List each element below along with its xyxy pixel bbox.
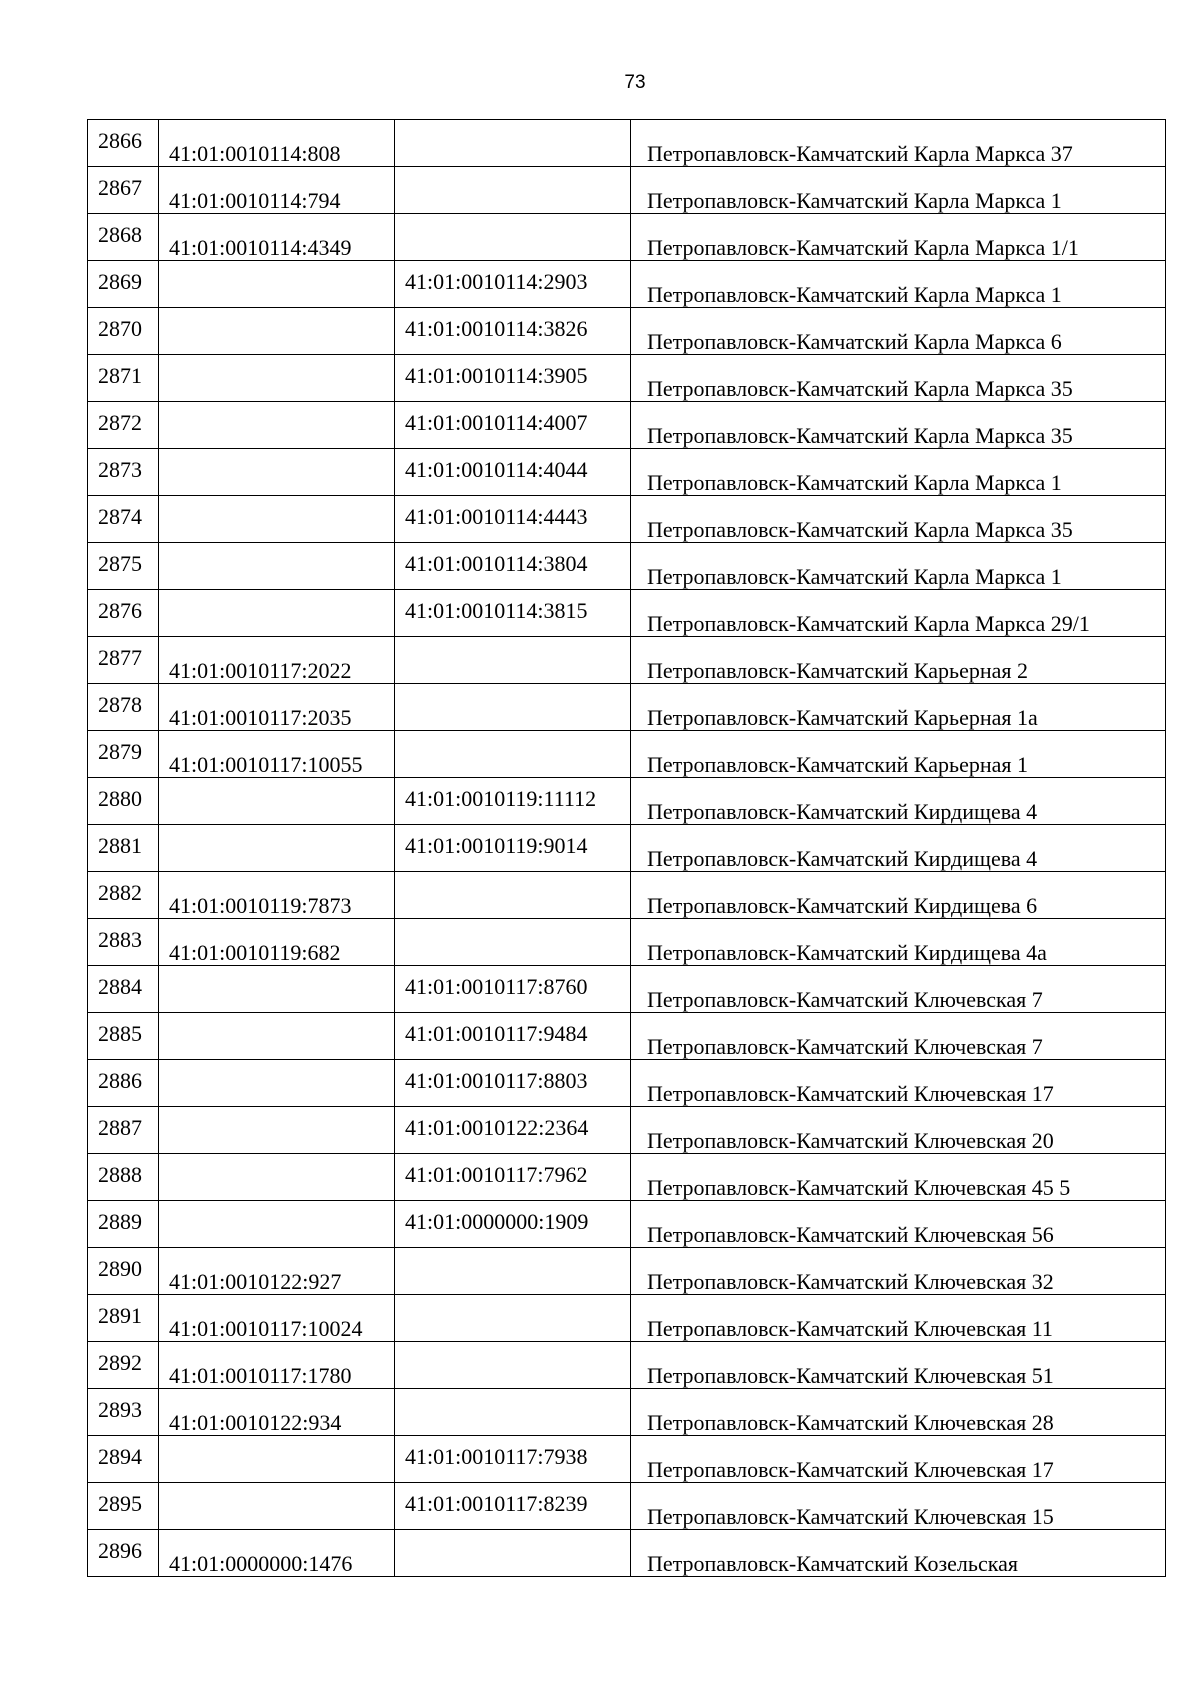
table-row: [88, 1436, 1166, 1483]
row-number-cell: [88, 872, 159, 919]
building-cadastral-number-cell: [395, 1201, 631, 1248]
row-number-text: 2871: [98, 363, 142, 388]
cadastral-number-cell: [159, 684, 395, 731]
row-number-text: 2883: [98, 927, 142, 952]
address-cell: [631, 167, 1166, 214]
cadastral-number-text: 41:01:0010117:10055: [169, 752, 363, 777]
cadastral-number-cell: [159, 1436, 395, 1483]
address-cell: [631, 637, 1166, 684]
building-cadastral-number-cell: [395, 1295, 631, 1342]
building-cadastral-number-cell: [395, 825, 631, 872]
table-row: [88, 637, 1166, 684]
address-text: Петропавловск-Камчатский Ключевская 32: [647, 1269, 1054, 1294]
building-cadastral-number-cell: [395, 1436, 631, 1483]
table-row: [88, 684, 1166, 731]
row-number-cell: [88, 402, 159, 449]
cadastral-number-cell: [159, 1060, 395, 1107]
building-cadastral-number-cell: [395, 919, 631, 966]
row-number-text: 2870: [98, 316, 142, 341]
row-number-cell: [88, 966, 159, 1013]
building-cadastral-number-cell: [395, 1530, 631, 1577]
building-cadastral-number-text: 41:01:0010114:2903: [405, 269, 588, 294]
cadastral-number-cell: [159, 1483, 395, 1530]
row-number-cell: [88, 167, 159, 214]
row-number-cell: [88, 1342, 159, 1389]
cadastral-number-cell: [159, 120, 395, 167]
building-cadastral-number-text: 41:01:0010114:3804: [405, 551, 588, 576]
row-number-cell: [88, 308, 159, 355]
building-cadastral-number-cell: [395, 214, 631, 261]
row-number-text: 2892: [98, 1350, 142, 1375]
address-text: Петропавловск-Камчатский Карла Маркса 35: [647, 517, 1073, 542]
row-number-text: 2890: [98, 1256, 142, 1281]
cadastral-number-text: 41:01:0010117:10024: [169, 1316, 363, 1341]
building-cadastral-number-cell: [395, 355, 631, 402]
row-number-cell: [88, 496, 159, 543]
building-cadastral-number-cell: [395, 261, 631, 308]
table-row: [88, 355, 1166, 402]
address-text: Петропавловск-Камчатский Карла Маркса 37: [647, 141, 1073, 166]
cadastral-number-cell: [159, 1389, 395, 1436]
row-number-cell: [88, 543, 159, 590]
cadastral-number-cell: [159, 825, 395, 872]
address-text: Петропавловск-Камчатский Кирдищева 4: [647, 799, 1038, 824]
row-number-text: 2875: [98, 551, 142, 576]
cadastral-number-cell: [159, 778, 395, 825]
address-text: Петропавловск-Камчатский Карла Маркса 1: [647, 282, 1062, 307]
address-text: Петропавловск-Камчатский Ключевская 56: [647, 1222, 1054, 1247]
row-number-text: 2873: [98, 457, 142, 482]
row-number-cell: [88, 1154, 159, 1201]
building-cadastral-number-cell: [395, 402, 631, 449]
address-text: Петропавловск-Камчатский Карла Маркса 1: [647, 188, 1062, 213]
row-number-cell: [88, 261, 159, 308]
row-number-text: 2869: [98, 269, 142, 294]
address-cell: [631, 308, 1166, 355]
building-cadastral-number-text: 41:01:0010119:11112: [405, 786, 597, 811]
row-number-text: 2877: [98, 645, 142, 670]
row-number-text: 2893: [98, 1397, 142, 1422]
row-number-cell: [88, 1436, 159, 1483]
address-text: Петропавловск-Камчатский Кирдищева 6: [647, 893, 1038, 918]
address-text: Петропавловск-Камчатский Карла Маркса 35: [647, 376, 1073, 401]
cadastral-number-cell: [159, 1013, 395, 1060]
row-number-cell: [88, 355, 159, 402]
row-number-text: 2879: [98, 739, 142, 764]
building-cadastral-number-text: 41:01:0010117:8239: [405, 1491, 588, 1516]
address-cell: [631, 1201, 1166, 1248]
address-cell: [631, 1060, 1166, 1107]
row-number-cell: [88, 731, 159, 778]
cadastral-number-text: 41:01:0010117:2022: [169, 658, 352, 683]
building-cadastral-number-cell: [395, 1013, 631, 1060]
row-number-text: 2874: [98, 504, 142, 529]
address-text: Петропавловск-Камчатский Ключевская 15: [647, 1504, 1054, 1529]
row-number-text: 2868: [98, 222, 142, 247]
table-row: [88, 872, 1166, 919]
cadastral-number-cell: [159, 1248, 395, 1295]
table-row: [88, 1248, 1166, 1295]
row-number-cell: [88, 919, 159, 966]
table-row: [88, 1342, 1166, 1389]
building-cadastral-number-text: 41:01:0010114:3815: [405, 598, 588, 623]
table-row: [88, 1107, 1166, 1154]
row-number-cell: [88, 120, 159, 167]
building-cadastral-number-cell: [395, 1107, 631, 1154]
row-number-text: 2866: [98, 128, 142, 153]
address-text: Петропавловск-Камчатский Карьерная 1: [647, 752, 1029, 777]
row-number-text: 2884: [98, 974, 142, 999]
cadastral-number-text: 41:01:0010114:808: [169, 141, 341, 166]
row-number-cell: [88, 825, 159, 872]
address-text: Петропавловск-Камчатский Карла Маркса 35: [647, 423, 1073, 448]
table-row: [88, 919, 1166, 966]
address-cell: [631, 261, 1166, 308]
row-number-text: 2878: [98, 692, 142, 717]
address-text: Петропавловск-Камчатский Ключевская 28: [647, 1410, 1054, 1435]
cadastral-number-cell: [159, 1107, 395, 1154]
row-number-cell: [88, 1483, 159, 1530]
address-text: Петропавловск-Камчатский Карьерная 1а: [647, 705, 1038, 730]
row-number-cell: [88, 684, 159, 731]
address-text: Петропавловск-Камчатский Ключевская 45 5: [647, 1175, 1071, 1200]
cadastral-number-cell: [159, 214, 395, 261]
cadastral-number-text: 41:01:0010117:1780: [169, 1363, 352, 1388]
building-cadastral-number-cell: [395, 167, 631, 214]
address-cell: [631, 1342, 1166, 1389]
row-number-cell: [88, 449, 159, 496]
table-row: [88, 1530, 1166, 1577]
address-cell: [631, 1389, 1166, 1436]
address-cell: [631, 449, 1166, 496]
table-row: [88, 496, 1166, 543]
cadastral-number-cell: [159, 872, 395, 919]
building-cadastral-number-text: 41:01:0010117:8803: [405, 1068, 588, 1093]
address-cell: [631, 402, 1166, 449]
cadastral-number-cell: [159, 449, 395, 496]
row-number-text: 2885: [98, 1021, 142, 1046]
row-number-text: 2886: [98, 1068, 142, 1093]
cadastral-number-cell: [159, 1154, 395, 1201]
address-cell: [631, 684, 1166, 731]
address-cell: [631, 214, 1166, 261]
table-row: [88, 825, 1166, 872]
cadastral-number-text: 41:01:0010119:682: [169, 940, 341, 965]
cadastral-number-cell: [159, 637, 395, 684]
table-row: [88, 731, 1166, 778]
row-number-text: 2894: [98, 1444, 142, 1469]
building-cadastral-number-cell: [395, 1389, 631, 1436]
address-text: Петропавловск-Камчатский Ключевская 7: [647, 987, 1043, 1012]
cadastral-number-cell: [159, 919, 395, 966]
table-row: [88, 167, 1166, 214]
table-row: [88, 1154, 1166, 1201]
address-cell: [631, 1107, 1166, 1154]
row-number-cell: [88, 1248, 159, 1295]
cadastral-number-text: 41:01:0010114:4349: [169, 235, 352, 260]
cadastral-number-cell: [159, 1342, 395, 1389]
address-text: Петропавловск-Камчатский Карла Маркса 29/1: [647, 611, 1090, 636]
building-cadastral-number-cell: [395, 684, 631, 731]
building-cadastral-number-cell: [395, 449, 631, 496]
building-cadastral-number-text: 41:01:0010114:4007: [405, 410, 588, 435]
address-cell: [631, 1154, 1166, 1201]
building-cadastral-number-text: 41:01:0000000:1909: [405, 1209, 589, 1234]
address-cell: [631, 966, 1166, 1013]
cadastral-number-text: 41:01:0010114:794: [169, 188, 341, 213]
address-cell: [631, 355, 1166, 402]
row-number-cell: [88, 1060, 159, 1107]
building-cadastral-number-text: 41:01:0010119:9014: [405, 833, 588, 858]
building-cadastral-number-cell: [395, 1483, 631, 1530]
building-cadastral-number-cell: [395, 1342, 631, 1389]
building-cadastral-number-cell: [395, 1060, 631, 1107]
building-cadastral-number-cell: [395, 778, 631, 825]
row-number-text: 2882: [98, 880, 142, 905]
building-cadastral-number-text: 41:01:0010117:8760: [405, 974, 588, 999]
building-cadastral-number-cell: [395, 120, 631, 167]
table-row: [88, 966, 1166, 1013]
building-cadastral-number-cell: [395, 966, 631, 1013]
address-cell: [631, 496, 1166, 543]
building-cadastral-number-text: 41:01:0010117:7962: [405, 1162, 588, 1187]
building-cadastral-number-cell: [395, 496, 631, 543]
table-row: [88, 543, 1166, 590]
address-text: Петропавловск-Камчатский Ключевская 20: [647, 1128, 1054, 1153]
table-row: [88, 1295, 1166, 1342]
building-cadastral-number-text: 41:01:0010117:9484: [405, 1021, 588, 1046]
building-cadastral-number-text: 41:01:0010122:2364: [405, 1115, 589, 1140]
registry-table: [87, 119, 1166, 1577]
cadastral-number-cell: [159, 590, 395, 637]
table-row: [88, 1013, 1166, 1060]
address-text: Петропавловск-Камчатский Карла Маркса 1: [647, 564, 1062, 589]
address-text: Петропавловск-Камчатский Ключевская 17: [647, 1081, 1054, 1106]
address-text: Петропавловск-Камчатский Карьерная 2: [647, 658, 1029, 683]
row-number-cell: [88, 778, 159, 825]
building-cadastral-number-cell: [395, 637, 631, 684]
cadastral-number-cell: [159, 966, 395, 1013]
address-cell: [631, 1436, 1166, 1483]
address-cell: [631, 1530, 1166, 1577]
row-number-text: 2888: [98, 1162, 142, 1187]
address-text: Петропавловск-Камчатский Карла Маркса 1/1: [647, 235, 1079, 260]
cadastral-number-cell: [159, 308, 395, 355]
cadastral-number-cell: [159, 543, 395, 590]
page-number: 73: [624, 72, 646, 93]
building-cadastral-number-text: 41:01:0010114:4044: [405, 457, 588, 482]
cadastral-number-text: 41:01:0010122:927: [169, 1269, 342, 1294]
row-number-text: 2876: [98, 598, 142, 623]
cadastral-number-cell: [159, 731, 395, 778]
row-number-cell: [88, 214, 159, 261]
row-number-cell: [88, 1530, 159, 1577]
row-number-cell: [88, 1013, 159, 1060]
address-cell: [631, 1013, 1166, 1060]
building-cadastral-number-cell: [395, 590, 631, 637]
cadastral-number-cell: [159, 167, 395, 214]
cadastral-number-text: 41:01:0000000:1476: [169, 1551, 353, 1576]
row-number-text: 2887: [98, 1115, 142, 1140]
row-number-cell: [88, 1107, 159, 1154]
address-cell: [631, 1483, 1166, 1530]
registry-table-body: [88, 120, 1166, 1577]
row-number-text: 2880: [98, 786, 142, 811]
table-row: [88, 308, 1166, 355]
row-number-text: 2889: [98, 1209, 142, 1234]
building-cadastral-number-cell: [395, 872, 631, 919]
row-number-text: 2881: [98, 833, 142, 858]
row-number-text: 2896: [98, 1538, 142, 1563]
table-row: [88, 402, 1166, 449]
row-number-text: 2867: [98, 175, 142, 200]
table-row: [88, 778, 1166, 825]
building-cadastral-number-text: 41:01:0010114:4443: [405, 504, 588, 529]
building-cadastral-number-text: 41:01:0010114:3905: [405, 363, 588, 388]
address-text: Петропавловск-Камчатский Ключевская 17: [647, 1457, 1054, 1482]
table-row: [88, 1389, 1166, 1436]
row-number-cell: [88, 1201, 159, 1248]
row-number-cell: [88, 590, 159, 637]
building-cadastral-number-cell: [395, 308, 631, 355]
address-text: Петропавловск-Камчатский Ключевская 7: [647, 1034, 1043, 1059]
address-text: Петропавловск-Камчатский Карла Маркса 1: [647, 470, 1062, 495]
building-cadastral-number-cell: [395, 1248, 631, 1295]
table-row: [88, 449, 1166, 496]
row-number-cell: [88, 1389, 159, 1436]
table-row: [88, 120, 1166, 167]
cadastral-number-cell: [159, 1295, 395, 1342]
address-text: Петропавловск-Камчатский Кирдищева 4: [647, 846, 1038, 871]
address-text: Петропавловск-Камчатский Ключевская 51: [647, 1363, 1054, 1388]
address-cell: [631, 825, 1166, 872]
address-cell: [631, 919, 1166, 966]
address-cell: [631, 120, 1166, 167]
table-row: [88, 590, 1166, 637]
row-number-text: 2872: [98, 410, 142, 435]
address-cell: [631, 1248, 1166, 1295]
address-cell: [631, 1295, 1166, 1342]
cadastral-number-cell: [159, 261, 395, 308]
address-text: Петропавловск-Камчатский Карла Маркса 6: [647, 329, 1062, 354]
row-number-cell: [88, 1295, 159, 1342]
cadastral-number-cell: [159, 1530, 395, 1577]
address-text: Петропавловск-Камчатский Козельская: [647, 1551, 1018, 1576]
cadastral-number-cell: [159, 1201, 395, 1248]
table-row: [88, 214, 1166, 261]
address-cell: [631, 872, 1166, 919]
table-row: [88, 1201, 1166, 1248]
table-row: [88, 1483, 1166, 1530]
building-cadastral-number-cell: [395, 731, 631, 778]
address-cell: [631, 778, 1166, 825]
row-number-cell: [88, 637, 159, 684]
address-text: Петропавловск-Камчатский Ключевская 11: [647, 1316, 1053, 1341]
address-cell: [631, 590, 1166, 637]
table-row: [88, 261, 1166, 308]
building-cadastral-number-cell: [395, 1154, 631, 1201]
cadastral-number-cell: [159, 355, 395, 402]
building-cadastral-number-text: 41:01:0010114:3826: [405, 316, 588, 341]
cadastral-number-text: 41:01:0010122:934: [169, 1410, 342, 1435]
building-cadastral-number-text: 41:01:0010117:7938: [405, 1444, 588, 1469]
cadastral-number-cell: [159, 402, 395, 449]
table-row: [88, 1060, 1166, 1107]
row-number-text: 2895: [98, 1491, 142, 1516]
building-cadastral-number-cell: [395, 543, 631, 590]
cadastral-number-text: 41:01:0010119:7873: [169, 893, 352, 918]
cadastral-number-text: 41:01:0010117:2035: [169, 705, 352, 730]
address-cell: [631, 543, 1166, 590]
row-number-text: 2891: [98, 1303, 142, 1328]
address-text: Петропавловск-Камчатский Кирдищева 4а: [647, 940, 1047, 965]
address-cell: [631, 731, 1166, 778]
cadastral-number-cell: [159, 496, 395, 543]
